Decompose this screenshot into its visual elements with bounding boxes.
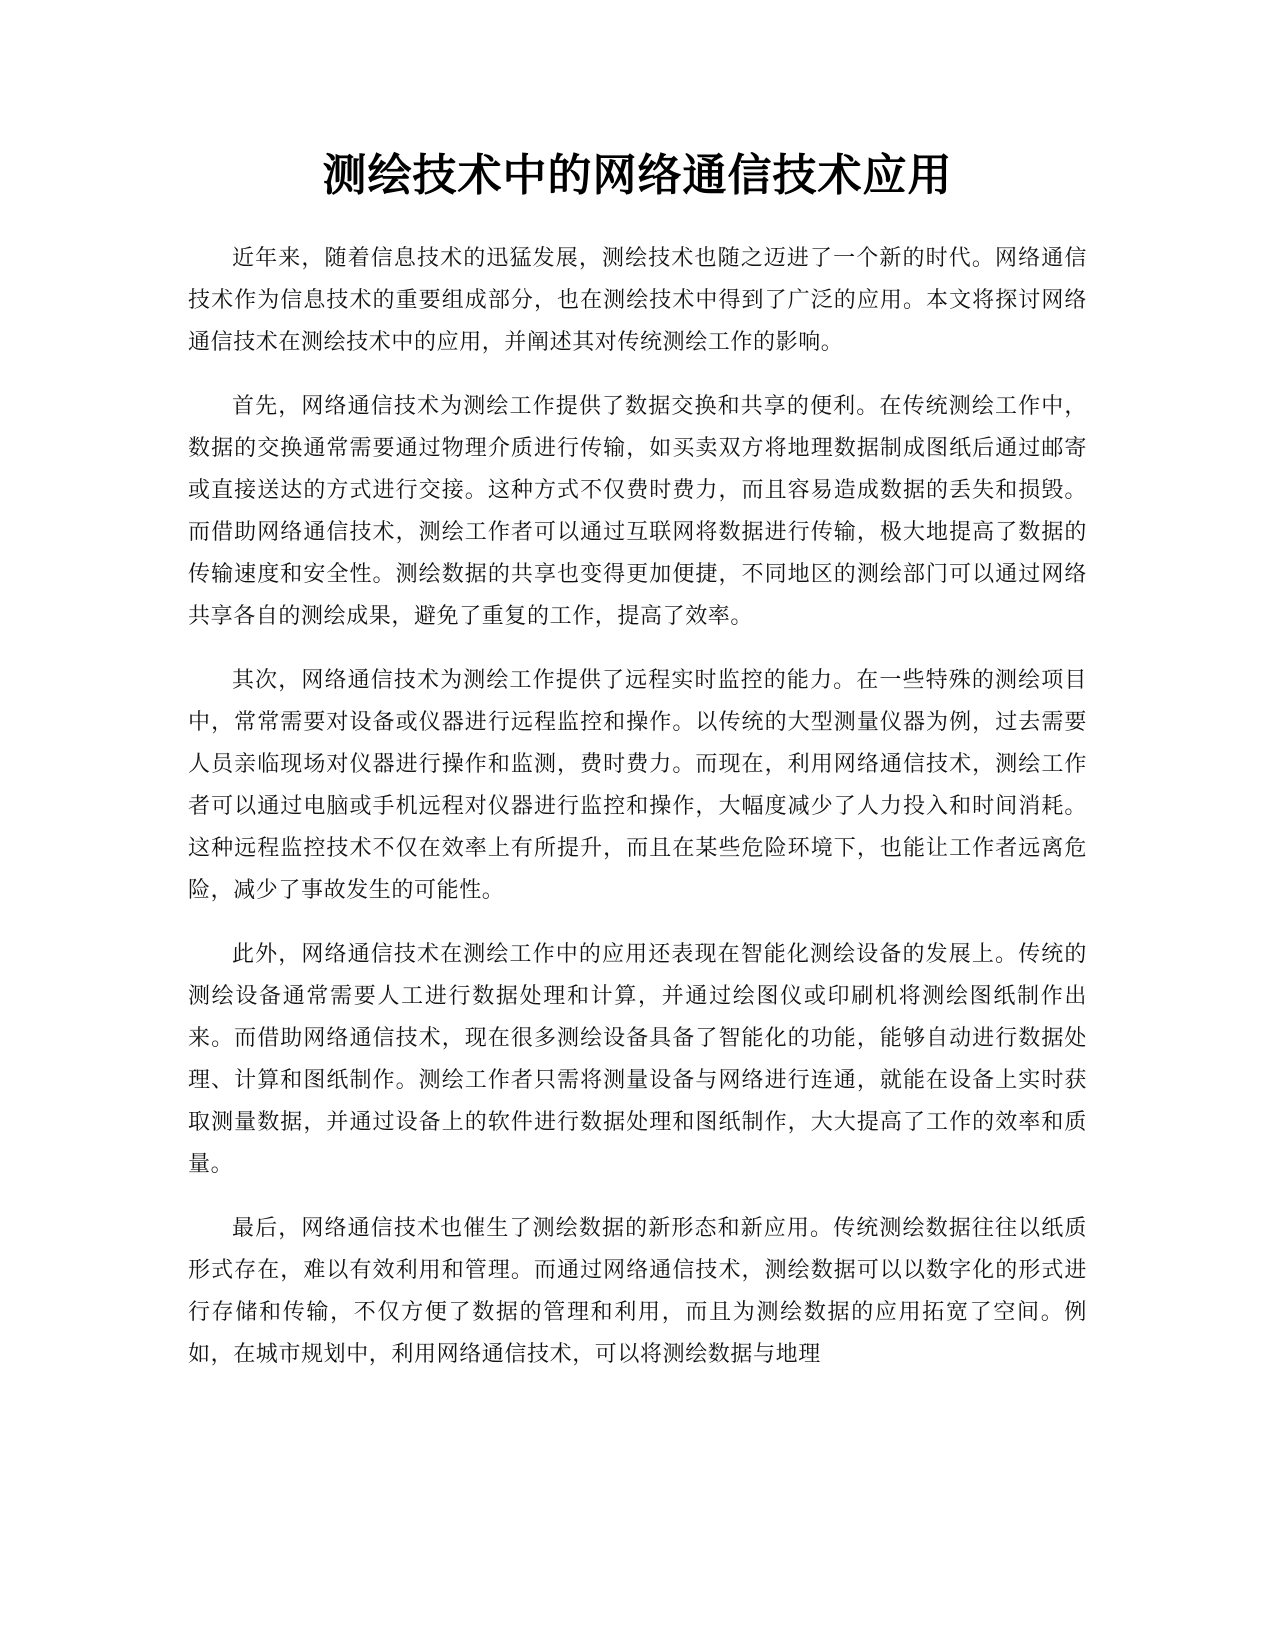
paragraph: 首先，网络通信技术为测绘工作提供了数据交换和共享的便利。在传统测绘工作中，数据的交换通常需要通过物理介质进行传输，如买卖双方将地理数据制成图纸后通过邮寄或直接送达的方式进行交接。这种方式不仅费时费力，而且容易造成数据的丢失和损毁。而借助网络通信技术，测绘工作者可以通过互联网将数据进行传输，极大地提高了数据的传输速度和安全性。测绘数据的共享也变得更加便捷，不同地区的测绘部门可以通过网络共享各自的测绘成果，避免了重复的工作，提高了效率。 xyxy=(188,394,1087,629)
paragraph: 近年来，随着信息技术的迅猛发展，测绘技术也随之迈进了一个新的时代。网络通信技术作为信息技术的重要组成部分，也在测绘技术中得到了广泛的应用。本文将探讨网络通信技术在测绘技术中的应用，并阐述其对传统测绘工作的影响。 xyxy=(188,246,1087,355)
paragraph: 最后，网络通信技术也催生了测绘数据的新形态和新应用。传统测绘数据往往以纸质形式存在，难以有效利用和管理。而通过网络通信技术，测绘数据可以以数字化的形式进行存储和传输，不仅方便了数据的管理和利用，而且为测绘数据的应用拓宽了空间。例如，在城市规划中，利用网络通信技术，可以将测绘数据与地理 xyxy=(188,1216,1087,1367)
document-title: 测绘技术中的网络通信技术应用 xyxy=(322,150,953,201)
paragraph: 此外，网络通信技术在测绘工作中的应用还表现在智能化测绘设备的发展上。传统的测绘设备通常需要人工进行数据处理和计算，并通过绘图仪或印刷机将测绘图纸制作出来。而借助网络通信技术，现在很多测绘设备具备了智能化的功能，能够自动进行数据处理、计算和图纸制作。测绘工作者只需将测量设备与网络进行连通，就能在设备上实时获取测量数据，并通过设备上的软件进行数据处理和图纸制作，大大提高了工作的效率和质量。 xyxy=(188,942,1087,1177)
paragraph: 其次，网络通信技术为测绘工作提供了远程实时监控的能力。在一些特殊的测绘项目中，常常需要对设备或仪器进行远程监控和操作。以传统的大型测量仪器为例，过去需要人员亲临现场对仪器进行操作和监测，费时费力。而现在，利用网络通信技术，测绘工作者可以通过电脑或手机远程对仪器进行监控和操作，大幅度减少了人力投入和时间消耗。这种远程监控技术不仅在效率上有所提升，而且在某些危险环境下，也能让工作者远离危险，减少了事故发生的可能性。 xyxy=(188,668,1087,903)
document-body xyxy=(188,238,1087,1398)
